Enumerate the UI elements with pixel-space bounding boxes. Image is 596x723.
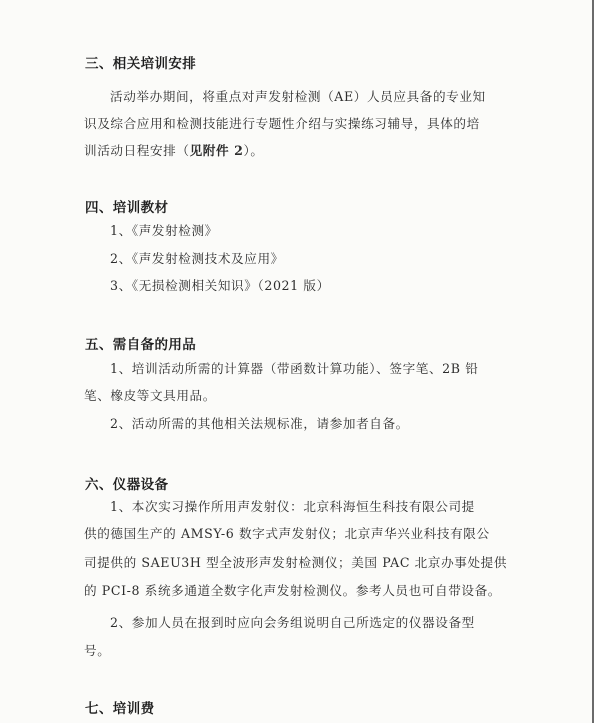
section-6-line-2: 供的德国生产的 AMSY-6 数字式声发射仪；北京声华兴业科技有限公	[84, 526, 490, 541]
section-3-line-1: 活动举办期间，将重点对声发射检测（AE）人员应具备的专业知	[110, 89, 486, 104]
textbook-item-3: 3、《无损检测相关知识》（2021 版）	[110, 278, 330, 293]
section-6-line-4: 的 PCI-8 系统多通道全数字化声发射检测仪。参考人员也可自带设备。	[84, 583, 501, 598]
textbook-item-1: 1、《声发射检测》	[110, 223, 218, 238]
section-5-heading: 五、需自备的用品	[85, 337, 197, 353]
section-3-line-3-text: 训活动日程安排（	[84, 143, 190, 158]
section-3-line-2: 识及综合应用和检测技能进行专题性介绍与实操练习辅导，具体的培	[84, 116, 480, 131]
section-3-heading: 三、相关培训安排	[85, 56, 197, 72]
section-5-line-3: 2、活动所需的其他相关法规标准，请参加者自备。	[110, 416, 409, 431]
section-6-heading: 六、仪器设备	[85, 477, 169, 493]
section-3-line-3-end: ）。	[243, 143, 264, 158]
section-6-line-5: 2、参加人员在报到时应向会务组说明自己所选定的仪器设备型	[110, 615, 475, 630]
section-7-heading: 七、培训费	[85, 701, 155, 717]
section-4-heading: 四、培训教材	[85, 200, 169, 216]
section-6-line-6: 号。	[84, 643, 111, 658]
section-6-line-3: 司提供的 SAEU3H 型全波形声发射检测仪；美国 PAC 北京办事处提供	[84, 555, 508, 570]
section-3-line-3	[84, 140, 264, 159]
textbook-item-2: 2、《声发射检测技术及应用》	[110, 251, 284, 266]
section-5-line-1: 1、培训活动所需的计算器（带函数计算功能）、签字笔、2B 铅	[110, 361, 479, 376]
attachment-reference: 见附件 2	[189, 143, 244, 158]
section-6-line-1: 1、本次实习操作所用声发射仪：北京科海恒生科技有限公司提	[110, 499, 475, 514]
section-5-line-2: 笔、橡皮等文具用品。	[84, 388, 216, 403]
